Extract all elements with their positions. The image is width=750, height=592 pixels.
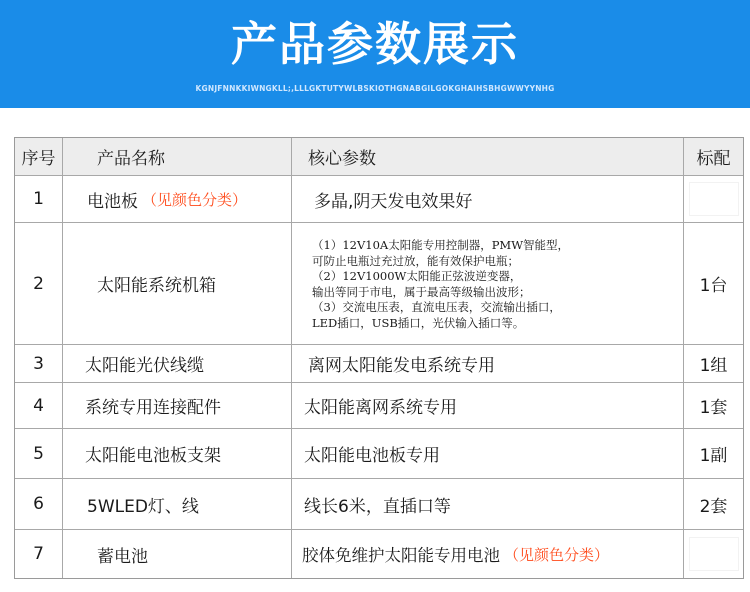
row-product-name: 太阳能电池板支架 — [63, 429, 292, 479]
row-standard: 1台 — [684, 223, 743, 345]
table-row — [15, 345, 743, 383]
param-line: （3）交流电压表，直流电压表，交流输出插口， — [312, 300, 561, 314]
parameter-table — [14, 137, 744, 579]
row-no: 1 — [15, 176, 63, 223]
param-line: （1）12V10A太阳能专用控制器，PMW智能型， — [312, 238, 570, 252]
header-standard: 标配 — [684, 138, 743, 176]
blank-box — [689, 537, 739, 571]
row-product-name: 太阳能光伏线缆 — [63, 345, 292, 383]
row-no: 3 — [15, 345, 63, 383]
param-line: LED插口，USB插口，光伏输入插口等。 — [312, 315, 525, 330]
title-banner — [0, 0, 750, 108]
row-standard: 1套 — [684, 383, 743, 429]
row-no: 5 — [15, 429, 63, 479]
table-row — [15, 176, 743, 223]
row-core-param — [292, 223, 684, 345]
color-category-tag: （见颜色分类） — [504, 545, 610, 564]
row-no: 7 — [15, 530, 63, 578]
param-line: 输出等同于市电，属于最高等级输出波形； — [312, 284, 531, 299]
row-core-param: 离网太阳能发电系统专用 — [292, 345, 684, 383]
blank-box — [689, 182, 739, 216]
page-title: 产品参数展示 — [231, 17, 519, 71]
row-standard: 1组 — [684, 345, 743, 383]
param-line: （2）12V1000W太阳能正弦波逆变器， — [312, 269, 522, 283]
param-line: 可防止电瓶过充过放，能有效保护电瓶； — [312, 253, 519, 268]
row-core-param: 太阳能电池板专用 — [292, 429, 684, 479]
row-standard: 2套 — [684, 479, 743, 530]
table-row — [15, 223, 743, 345]
row-product-name — [63, 176, 292, 223]
header-product-name: 产品名称 — [63, 138, 292, 176]
row-core-param: 多晶,阴天发电效果好 — [292, 176, 684, 223]
row-no: 2 — [15, 223, 63, 345]
color-category-tag: （见颜色分类） — [142, 190, 248, 209]
table-row — [15, 530, 743, 578]
banner-subtitle: KGNJFNNKKIWNGKLL;,LLLGKTUTYWLBSKIOTHGNABGILGOKGHAIHSBHGWWYYNHG — [195, 84, 555, 93]
table-row — [15, 429, 743, 479]
row-product-name: 5WLED灯、线 — [63, 479, 292, 530]
table-row — [15, 479, 743, 530]
product-name-text: 电池板 — [87, 191, 138, 212]
row-core-param: 线长6米，直插口等 — [292, 479, 684, 530]
row-product-name: 太阳能系统机箱 — [63, 223, 292, 345]
row-no: 6 — [15, 479, 63, 530]
row-no: 4 — [15, 383, 63, 429]
row-standard — [684, 530, 743, 578]
table-header-row — [15, 138, 743, 176]
core-param-text: 胶体免维护太阳能专用电池 — [302, 546, 500, 565]
row-core-param: 太阳能离网系统专用 — [292, 383, 684, 429]
row-product-name: 系统专用连接配件 — [63, 383, 292, 429]
row-core-param — [292, 530, 684, 578]
row-standard: 1副 — [684, 429, 743, 479]
header-no: 序号 — [15, 138, 63, 176]
table-row — [15, 383, 743, 429]
row-product-name: 蓄电池 — [63, 530, 292, 578]
header-core-params: 核心参数 — [292, 138, 684, 176]
row-standard — [684, 176, 743, 223]
